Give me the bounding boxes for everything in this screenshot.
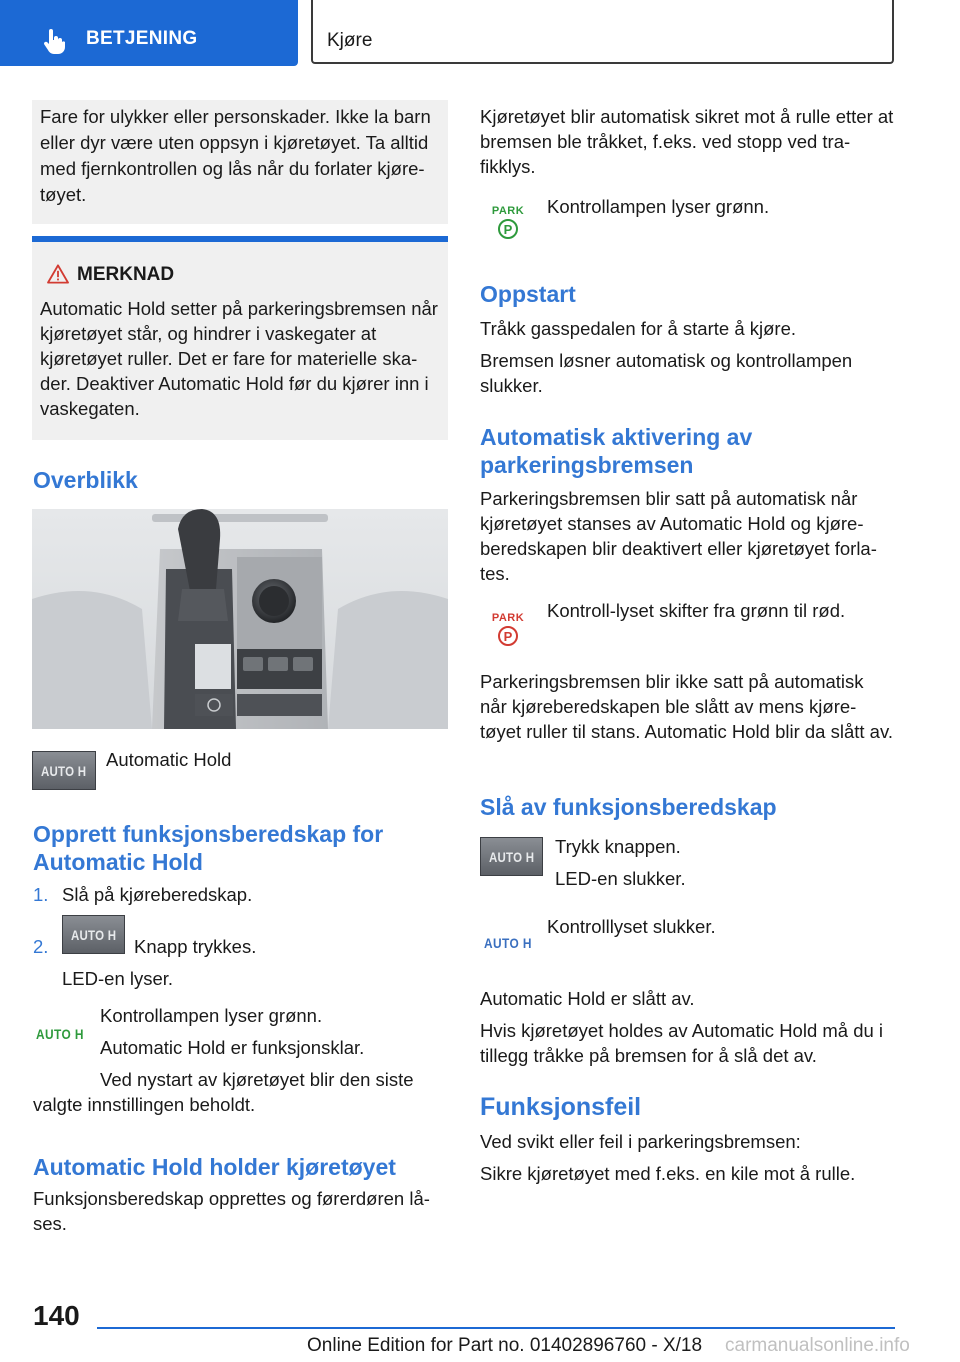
park-symbol: P bbox=[503, 221, 513, 237]
park-brake-icon bbox=[498, 626, 518, 646]
step-number-1: 1. bbox=[33, 884, 49, 905]
holds-text: Funksjonsberedskap opprettes og førerdøren lå-ses. bbox=[33, 1188, 430, 1234]
light-off-text: Kontrolllyset slukker. bbox=[547, 916, 716, 937]
center-console-photo bbox=[32, 509, 448, 729]
watermark: carmanualsonline.info bbox=[725, 1335, 910, 1356]
park-brake-icon bbox=[498, 219, 518, 239]
auto-h-button-image bbox=[62, 915, 125, 954]
auto-h-indicator-off: AUTO H bbox=[484, 935, 532, 951]
page-number: 140 bbox=[33, 1300, 80, 1331]
auto-activation-text-1: Parkeringsbremsen blir satt på automatisk når kjøretøyet stanses av Automatic Hold og kjøre-beredskapen blir deaktivert eller kjøretøyet forla-tes. bbox=[480, 488, 877, 584]
edition-text: Online Edition for Part no. 01402896760 - X/18 bbox=[307, 1335, 703, 1356]
notice-text: Automatic Hold setter på parkeringsbremsen når kjøretøyet står, og hindrer i vaskegater at kjøretøyet ruller. Det er fare for materielle ska-der. Deaktiver Automatic Hold før du kjører inn i vaskegaten. bbox=[40, 298, 438, 419]
park-symbol: P bbox=[503, 628, 513, 644]
fault-text-2: Sikre kjøretøyet med f.eks. en kile mot å rulle. bbox=[480, 1163, 856, 1184]
fault-heading: Funksjonsfeil bbox=[480, 1093, 642, 1121]
fault-text-1: Ved svikt eller feil i parkeringsbremsen: bbox=[480, 1131, 801, 1152]
create-heading: Opprett funksjonsberedskap for Automatic Hold bbox=[33, 821, 384, 875]
lamp-red-text: Kontroll-lyset skifter fra grønn til rød. bbox=[547, 600, 846, 621]
restart-text-a: Ved nystart av kjøretøyet blir den siste bbox=[100, 1069, 414, 1090]
chapter-tab[interactable] bbox=[311, 0, 894, 64]
auto-h-indicator-green: AUTO H bbox=[36, 1026, 84, 1042]
hand-pointer-icon bbox=[40, 27, 68, 55]
step-number-2: 2. bbox=[33, 936, 49, 957]
park-indicator-red bbox=[488, 612, 528, 646]
auto-h-button-image bbox=[480, 837, 543, 876]
section-title: BETJENING bbox=[86, 28, 198, 49]
park-label: PARK bbox=[491, 205, 525, 217]
step-text-2: Knapp trykkes. bbox=[134, 936, 257, 957]
overview-heading: Overblikk bbox=[33, 467, 138, 493]
warning-triangle-icon bbox=[47, 264, 69, 284]
led-on-text: LED-en lyser. bbox=[62, 968, 174, 989]
notice-title: MERKNAD bbox=[77, 264, 175, 285]
notice-box bbox=[32, 242, 448, 440]
park-label: PARK bbox=[491, 612, 525, 624]
start-heading: Oppstart bbox=[480, 281, 576, 307]
auto-h-button-label: AUTO H bbox=[41, 762, 87, 779]
start-text-1: Tråkk gasspedalen for å starte å kjøre. bbox=[480, 318, 797, 339]
off-text-1: Automatic Hold er slått av. bbox=[480, 988, 695, 1009]
auto-h-button-label: AUTO H bbox=[488, 848, 535, 865]
start-text-2: Bremsen løsner automatisk og kontrollampen slukker. bbox=[480, 350, 853, 396]
off-text-2: Hvis kjøretøyet holdes av Automatic Hold må du i tillegg tråkke på bremsen for å slå det av. bbox=[480, 1020, 884, 1066]
off-heading: Slå av funksjonsberedskap bbox=[480, 794, 777, 820]
park-indicator-green bbox=[488, 205, 528, 239]
warning-text: Fare for ulykker eller personskader. Ikke la barn eller dyr være uten oppsyn i kjøretøyet. Ta alltid med fjernkontrollen og lås når du forlater kjøre-tøyet. bbox=[40, 106, 431, 205]
auto-activation-heading: Automatisk aktivering av parkeringsbremsen bbox=[480, 424, 753, 478]
lamp-green-text: Kontrollampen lyser grønn. bbox=[547, 196, 770, 217]
footer-rule bbox=[97, 1327, 895, 1329]
button-caption: Automatic Hold bbox=[106, 749, 232, 770]
auto-h-button-image bbox=[32, 751, 96, 790]
press-button-text: Trykk knappen. bbox=[555, 836, 681, 857]
warning-box bbox=[32, 100, 448, 224]
ready-text: Automatic Hold er funksjonsklar. bbox=[100, 1037, 365, 1058]
restart-text-b: valgte innstillingen beholdt. bbox=[33, 1094, 256, 1115]
auto-h-button-label: AUTO H bbox=[70, 926, 117, 943]
led-off-text: LED-en slukker. bbox=[555, 868, 686, 889]
chapter-title: Kjøre bbox=[327, 30, 373, 51]
section-tab[interactable] bbox=[0, 0, 298, 66]
step-text-1: Slå på kjøreberedskap. bbox=[62, 884, 253, 905]
holds-heading: Automatic Hold holder kjøretøyet bbox=[33, 1154, 396, 1180]
auto-activation-text-2: Parkeringsbremsen blir ikke satt på automatisk når kjøreberedskapen ble slått av mens kjøre-tøyet ruller til stans. Automatic Hold blir da slått av. bbox=[480, 671, 893, 742]
secured-text: Kjøretøyet blir automatisk sikret mot å rulle etter at bremsen ble tråkket, f.eks. ved stopp ved tra-fikklys. bbox=[480, 106, 894, 177]
lamp-green-text: Kontrollampen lyser grønn. bbox=[100, 1005, 323, 1026]
